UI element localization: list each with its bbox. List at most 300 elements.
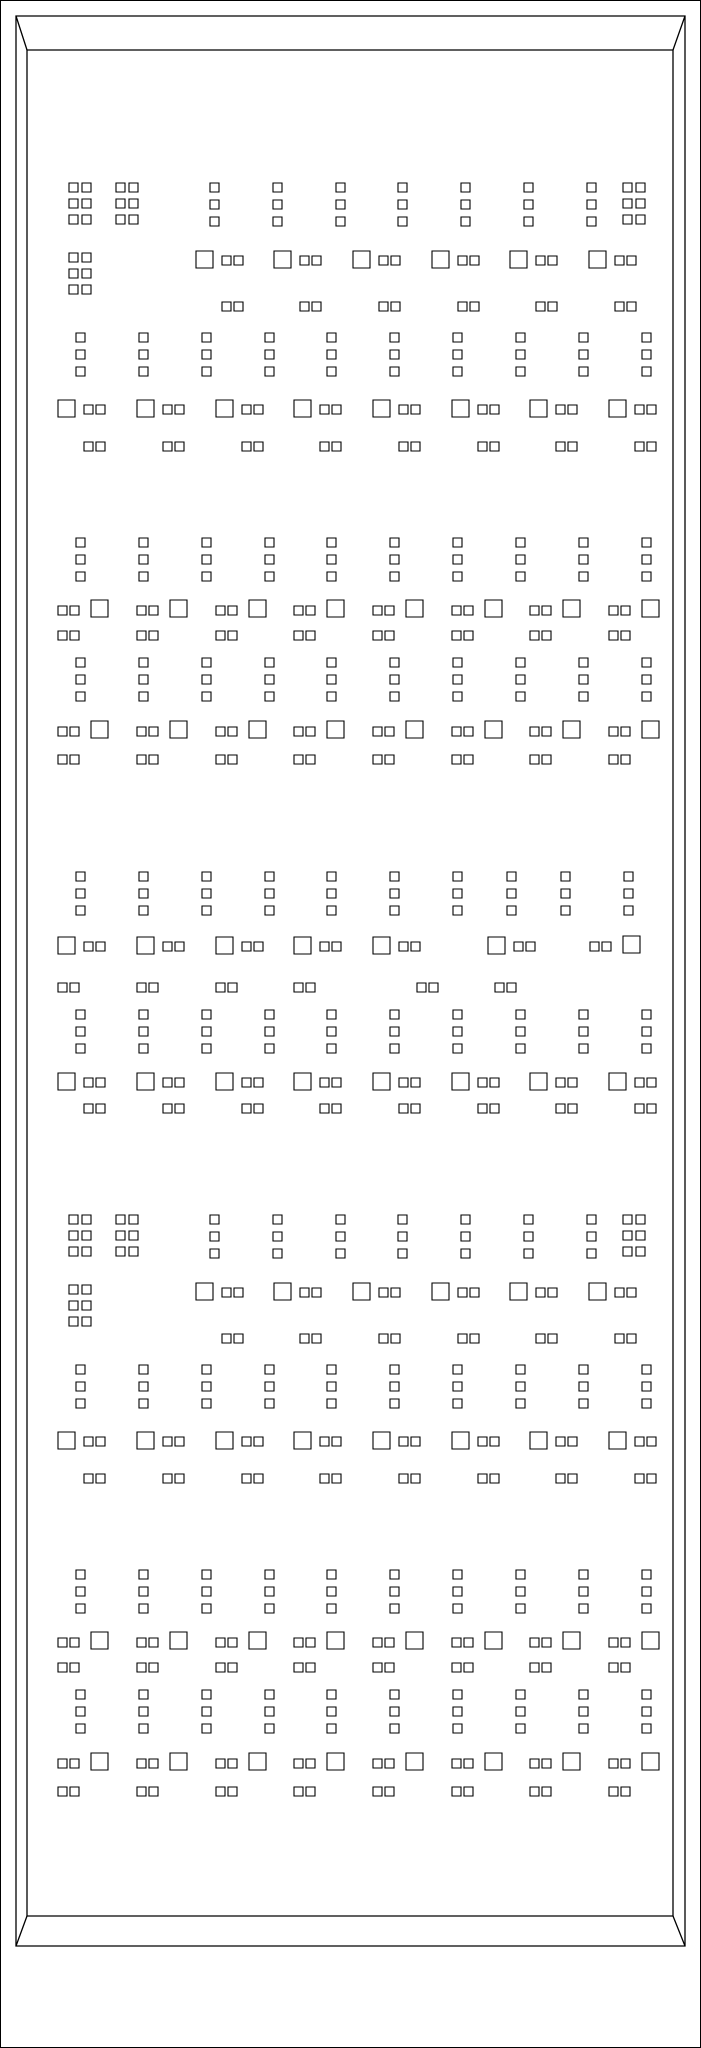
terminal-box bbox=[163, 405, 172, 414]
terminal-box bbox=[294, 755, 303, 764]
indicator-light bbox=[398, 183, 407, 192]
terminal-box bbox=[312, 256, 321, 265]
terminal-box bbox=[149, 1663, 158, 1672]
indicator-light bbox=[642, 1044, 651, 1053]
indicator-light bbox=[642, 1365, 651, 1374]
indicator-light bbox=[624, 872, 633, 881]
switch-box bbox=[327, 1753, 344, 1770]
switch-box bbox=[510, 251, 527, 268]
switch-box bbox=[91, 721, 108, 738]
indicator-light bbox=[579, 1027, 588, 1036]
terminal-box bbox=[478, 1437, 487, 1446]
indicator-light bbox=[516, 658, 525, 667]
terminal-box bbox=[635, 405, 644, 414]
panel-4 bbox=[58, 1215, 656, 1483]
terminal-box bbox=[137, 1787, 146, 1796]
indicator-light bbox=[579, 555, 588, 564]
indicator-light bbox=[76, 333, 85, 342]
switch-box bbox=[530, 400, 547, 417]
switch-box bbox=[216, 1432, 233, 1449]
terminal-box bbox=[530, 1787, 539, 1796]
terminal-box bbox=[636, 1231, 645, 1240]
indicator-light bbox=[202, 1724, 211, 1733]
indicator-light bbox=[453, 1044, 462, 1053]
terminal-box bbox=[216, 1787, 225, 1796]
indicator-light bbox=[516, 1010, 525, 1019]
terminal-box bbox=[234, 1288, 243, 1297]
terminal-box bbox=[621, 1663, 630, 1672]
indicator-light bbox=[398, 1249, 407, 1258]
indicator-light bbox=[579, 538, 588, 547]
indicator-light bbox=[265, 350, 274, 359]
indicator-light bbox=[76, 1010, 85, 1019]
indicator-light bbox=[453, 367, 462, 376]
indicator-light bbox=[453, 1382, 462, 1391]
indicator-light bbox=[327, 1010, 336, 1019]
panel-2 bbox=[58, 538, 659, 764]
indicator-light bbox=[453, 572, 462, 581]
switch-box bbox=[406, 721, 423, 738]
indicator-light bbox=[587, 183, 596, 192]
indicator-light bbox=[265, 906, 274, 915]
terminal-box bbox=[636, 1247, 645, 1256]
indicator-light bbox=[327, 350, 336, 359]
indicator-light bbox=[202, 906, 211, 915]
indicator-light bbox=[336, 217, 345, 226]
indicator-light bbox=[524, 1232, 533, 1241]
indicator-light bbox=[453, 1690, 462, 1699]
indicator-light bbox=[524, 217, 533, 226]
terminal-box bbox=[242, 1474, 251, 1483]
indicator-light bbox=[516, 538, 525, 547]
terminal-box bbox=[490, 1078, 499, 1087]
terminal-box bbox=[490, 1437, 499, 1446]
terminal-box bbox=[548, 302, 557, 311]
terminal-box bbox=[69, 1247, 78, 1256]
indicator-light bbox=[390, 555, 399, 564]
indicator-light bbox=[516, 1707, 525, 1716]
terminal-box bbox=[222, 256, 231, 265]
indicator-light bbox=[453, 1010, 462, 1019]
indicator-light bbox=[453, 1399, 462, 1408]
terminal-box bbox=[373, 1663, 382, 1672]
terminal-box bbox=[399, 1437, 408, 1446]
indicator-light bbox=[76, 1724, 85, 1733]
indicator-light bbox=[453, 1707, 462, 1716]
indicator-light bbox=[579, 1044, 588, 1053]
terminal-box bbox=[82, 1231, 91, 1240]
indicator-light bbox=[139, 872, 148, 881]
terminal-box bbox=[379, 1334, 388, 1343]
terminal-box bbox=[84, 1078, 93, 1087]
indicator-light bbox=[390, 333, 399, 342]
terminal-box bbox=[452, 1638, 461, 1647]
indicator-light bbox=[265, 1010, 274, 1019]
terminal-box bbox=[320, 1104, 329, 1113]
indicator-light bbox=[265, 1365, 274, 1374]
indicator-light bbox=[461, 217, 470, 226]
indicator-light bbox=[516, 1690, 525, 1699]
indicator-light bbox=[516, 692, 525, 701]
indicator-light bbox=[453, 1724, 462, 1733]
indicator-light bbox=[642, 572, 651, 581]
terminal-box bbox=[411, 1474, 420, 1483]
indicator-light bbox=[461, 1232, 470, 1241]
terminal-box bbox=[615, 1288, 624, 1297]
indicator-light bbox=[327, 333, 336, 342]
terminal-box bbox=[556, 442, 565, 451]
terminal-box bbox=[70, 1787, 79, 1796]
terminal-box bbox=[556, 1078, 565, 1087]
indicator-light bbox=[139, 1027, 148, 1036]
terminal-box bbox=[507, 983, 516, 992]
terminal-box bbox=[379, 256, 388, 265]
indicator-light bbox=[202, 872, 211, 881]
terminal-box bbox=[175, 1104, 184, 1113]
indicator-light bbox=[139, 333, 148, 342]
switch-box bbox=[58, 1432, 75, 1449]
indicator-light bbox=[273, 1215, 282, 1224]
indicator-light bbox=[273, 217, 282, 226]
indicator-light bbox=[265, 675, 274, 684]
terminal-box bbox=[464, 1638, 473, 1647]
indicator-light bbox=[579, 675, 588, 684]
terminal-box bbox=[129, 1231, 138, 1240]
indicator-light bbox=[579, 367, 588, 376]
indicator-light bbox=[265, 333, 274, 342]
indicator-light bbox=[139, 1010, 148, 1019]
terminal-box bbox=[96, 942, 105, 951]
terminal-box bbox=[373, 1787, 382, 1796]
terminal-box bbox=[82, 215, 91, 224]
terminal-box bbox=[228, 1787, 237, 1796]
switch-box bbox=[485, 600, 502, 617]
terminal-box bbox=[452, 1759, 461, 1768]
terminal-box bbox=[216, 631, 225, 640]
indicator-light bbox=[327, 1399, 336, 1408]
indicator-light bbox=[453, 872, 462, 881]
terminal-box bbox=[536, 1334, 545, 1343]
terminal-box bbox=[615, 302, 624, 311]
cabinet-frame bbox=[16, 16, 685, 1946]
terminal-box bbox=[116, 1247, 125, 1256]
indicator-light bbox=[265, 1570, 274, 1579]
terminal-box bbox=[242, 942, 251, 951]
indicator-light bbox=[579, 1399, 588, 1408]
indicator-light bbox=[524, 1215, 533, 1224]
terminal-box bbox=[609, 755, 618, 764]
switch-box bbox=[170, 1632, 187, 1649]
indicator-light bbox=[642, 367, 651, 376]
terminal-box bbox=[116, 183, 125, 192]
terminal-box bbox=[490, 405, 499, 414]
terminal-box bbox=[216, 1759, 225, 1768]
indicator-light bbox=[265, 1724, 274, 1733]
terminal-box bbox=[536, 256, 545, 265]
device-group-upper bbox=[69, 1215, 645, 1343]
terminal-box bbox=[621, 606, 630, 615]
terminal-box bbox=[149, 1638, 158, 1647]
terminal-box bbox=[234, 302, 243, 311]
switch-box bbox=[249, 721, 266, 738]
indicator-light bbox=[642, 1382, 651, 1391]
terminal-box bbox=[452, 606, 461, 615]
terminal-box bbox=[69, 1231, 78, 1240]
terminal-box bbox=[116, 215, 125, 224]
indicator-light bbox=[139, 1570, 148, 1579]
indicator-light bbox=[390, 1027, 399, 1036]
indicator-light bbox=[265, 889, 274, 898]
terminal-box bbox=[149, 631, 158, 640]
terminal-box bbox=[530, 727, 539, 736]
indicator-light bbox=[265, 538, 274, 547]
terminal-box bbox=[70, 1638, 79, 1647]
indicator-light bbox=[579, 1604, 588, 1613]
terminal-box bbox=[568, 405, 577, 414]
indicator-light bbox=[139, 367, 148, 376]
switch-box bbox=[373, 1073, 390, 1090]
switch-box bbox=[563, 600, 580, 617]
indicator-light bbox=[336, 1215, 345, 1224]
switch-box bbox=[623, 936, 640, 953]
indicator-light bbox=[398, 200, 407, 209]
switch-box bbox=[452, 400, 469, 417]
indicator-light bbox=[390, 367, 399, 376]
terminal-box bbox=[69, 183, 78, 192]
terminal-box bbox=[96, 405, 105, 414]
indicator-light bbox=[642, 1604, 651, 1613]
terminal-box bbox=[636, 183, 645, 192]
terminal-box bbox=[320, 442, 329, 451]
indicator-light bbox=[327, 1382, 336, 1391]
switch-box bbox=[249, 1632, 266, 1649]
terminal-box bbox=[129, 183, 138, 192]
switch-box bbox=[294, 1432, 311, 1449]
terminal-box bbox=[84, 442, 93, 451]
indicator-light bbox=[202, 538, 211, 547]
indicator-light bbox=[587, 200, 596, 209]
indicator-light bbox=[265, 1399, 274, 1408]
indicator-light bbox=[139, 572, 148, 581]
terminal-box bbox=[391, 1288, 400, 1297]
terminal-box bbox=[175, 442, 184, 451]
indicator-light bbox=[579, 1010, 588, 1019]
indicator-light bbox=[642, 675, 651, 684]
terminal-box bbox=[464, 1787, 473, 1796]
indicator-light bbox=[642, 1399, 651, 1408]
terminal-box bbox=[149, 727, 158, 736]
switch-box bbox=[216, 937, 233, 954]
terminal-box bbox=[417, 983, 426, 992]
indicator-light bbox=[202, 1027, 211, 1036]
terminal-box bbox=[609, 1638, 618, 1647]
terminal-box bbox=[320, 405, 329, 414]
indicator-light bbox=[139, 1587, 148, 1596]
terminal-box bbox=[429, 983, 438, 992]
switch-box bbox=[137, 937, 154, 954]
terminal-box bbox=[556, 1474, 565, 1483]
indicator-light bbox=[516, 1587, 525, 1596]
terminal-box bbox=[636, 1215, 645, 1224]
terminal-box bbox=[163, 942, 172, 951]
indicator-light bbox=[390, 872, 399, 881]
indicator-light bbox=[265, 872, 274, 881]
indicator-light bbox=[524, 200, 533, 209]
switch-box bbox=[373, 400, 390, 417]
switch-box bbox=[196, 251, 213, 268]
terminal-box bbox=[536, 302, 545, 311]
indicator-light bbox=[516, 1399, 525, 1408]
terminal-box bbox=[530, 1638, 539, 1647]
indicator-light bbox=[390, 1010, 399, 1019]
indicator-light bbox=[453, 555, 462, 564]
indicator-light bbox=[336, 183, 345, 192]
terminal-box bbox=[149, 1787, 158, 1796]
terminal-box bbox=[294, 727, 303, 736]
terminal-box bbox=[636, 215, 645, 224]
terminal-box bbox=[609, 1787, 618, 1796]
terminal-box bbox=[96, 1078, 105, 1087]
switch-box bbox=[196, 1283, 213, 1300]
indicator-light bbox=[579, 658, 588, 667]
terminal-box bbox=[399, 1104, 408, 1113]
switch-box bbox=[170, 1753, 187, 1770]
terminal-box bbox=[216, 606, 225, 615]
indicator-light bbox=[202, 1707, 211, 1716]
terminal-box bbox=[84, 942, 93, 951]
terminal-box bbox=[464, 1663, 473, 1672]
terminal-box bbox=[69, 269, 78, 278]
panel-1 bbox=[58, 183, 656, 451]
indicator-light bbox=[139, 1382, 148, 1391]
indicator-light bbox=[507, 889, 516, 898]
indicator-light bbox=[76, 658, 85, 667]
terminal-box bbox=[385, 631, 394, 640]
indicator-light bbox=[507, 872, 516, 881]
terminal-box bbox=[621, 1787, 630, 1796]
indicator-light bbox=[642, 1707, 651, 1716]
terminal-box bbox=[70, 1759, 79, 1768]
terminal-box bbox=[647, 1437, 656, 1446]
indicator-light bbox=[453, 333, 462, 342]
terminal-box bbox=[149, 606, 158, 615]
terminal-box bbox=[627, 302, 636, 311]
switch-box bbox=[274, 251, 291, 268]
terminal-box bbox=[294, 1638, 303, 1647]
indicator-light bbox=[624, 906, 633, 915]
indicator-light bbox=[327, 1027, 336, 1036]
terminal-box bbox=[69, 1317, 78, 1326]
terminal-box bbox=[234, 1334, 243, 1343]
terminal-box bbox=[411, 405, 420, 414]
terminal-box bbox=[294, 1759, 303, 1768]
terminal-box bbox=[137, 727, 146, 736]
indicator-light bbox=[390, 906, 399, 915]
terminal-box bbox=[70, 983, 79, 992]
indicator-light bbox=[579, 1570, 588, 1579]
panel-5 bbox=[58, 1570, 659, 1796]
indicator-light bbox=[461, 1249, 470, 1258]
indicator-light bbox=[76, 555, 85, 564]
switch-box bbox=[58, 1073, 75, 1090]
switch-box bbox=[327, 1632, 344, 1649]
indicator-light bbox=[265, 1027, 274, 1036]
terminal-box bbox=[242, 1104, 251, 1113]
terminal-box bbox=[464, 755, 473, 764]
indicator-light bbox=[516, 1365, 525, 1374]
terminal-box bbox=[452, 1787, 461, 1796]
terminal-box bbox=[163, 442, 172, 451]
switch-box bbox=[642, 1753, 659, 1770]
indicator-light bbox=[139, 675, 148, 684]
terminal-box bbox=[312, 1334, 321, 1343]
terminal-box bbox=[175, 1437, 184, 1446]
indicator-light bbox=[210, 1232, 219, 1241]
switch-box bbox=[274, 1283, 291, 1300]
indicator-light bbox=[202, 1587, 211, 1596]
terminal-box bbox=[530, 1663, 539, 1672]
terminal-box bbox=[458, 256, 467, 265]
indicator-light bbox=[76, 692, 85, 701]
switch-box bbox=[642, 721, 659, 738]
frame-bevel-bl bbox=[16, 1916, 27, 1946]
terminal-box bbox=[548, 1288, 557, 1297]
terminal-box bbox=[137, 1759, 146, 1768]
indicator-light bbox=[461, 1215, 470, 1224]
indicator-light bbox=[561, 872, 570, 881]
switch-box bbox=[327, 600, 344, 617]
indicator-light bbox=[202, 333, 211, 342]
terminal-box bbox=[300, 302, 309, 311]
switch-box bbox=[530, 1432, 547, 1449]
frame-bevel-tr bbox=[673, 16, 685, 50]
terminal-box bbox=[149, 1759, 158, 1768]
indicator-light bbox=[642, 692, 651, 701]
terminal-box bbox=[373, 755, 382, 764]
terminal-box bbox=[514, 942, 523, 951]
indicator-light bbox=[390, 538, 399, 547]
indicator-light bbox=[390, 350, 399, 359]
terminal-box bbox=[312, 302, 321, 311]
indicator-light bbox=[273, 183, 282, 192]
terminal-box bbox=[222, 302, 231, 311]
indicator-light bbox=[202, 1604, 211, 1613]
switch-box bbox=[137, 1073, 154, 1090]
terminal-box bbox=[84, 1474, 93, 1483]
terminal-box bbox=[222, 1288, 231, 1297]
terminal-box bbox=[542, 1663, 551, 1672]
indicator-light bbox=[390, 675, 399, 684]
terminal-box bbox=[615, 1334, 624, 1343]
indicator-light bbox=[327, 1604, 336, 1613]
terminal-box bbox=[385, 606, 394, 615]
terminal-box bbox=[149, 755, 158, 764]
terminal-box bbox=[332, 942, 341, 951]
device-group-lower bbox=[58, 1690, 659, 1796]
terminal-box bbox=[452, 1663, 461, 1672]
indicator-light bbox=[327, 675, 336, 684]
terminal-box bbox=[530, 631, 539, 640]
terminal-box bbox=[306, 1787, 315, 1796]
terminal-box bbox=[82, 253, 91, 262]
terminal-box bbox=[300, 1288, 309, 1297]
switch-box bbox=[563, 721, 580, 738]
indicator-light bbox=[390, 658, 399, 667]
terminal-box bbox=[116, 1231, 125, 1240]
indicator-light bbox=[210, 1215, 219, 1224]
indicator-light bbox=[461, 200, 470, 209]
indicator-light bbox=[265, 367, 274, 376]
